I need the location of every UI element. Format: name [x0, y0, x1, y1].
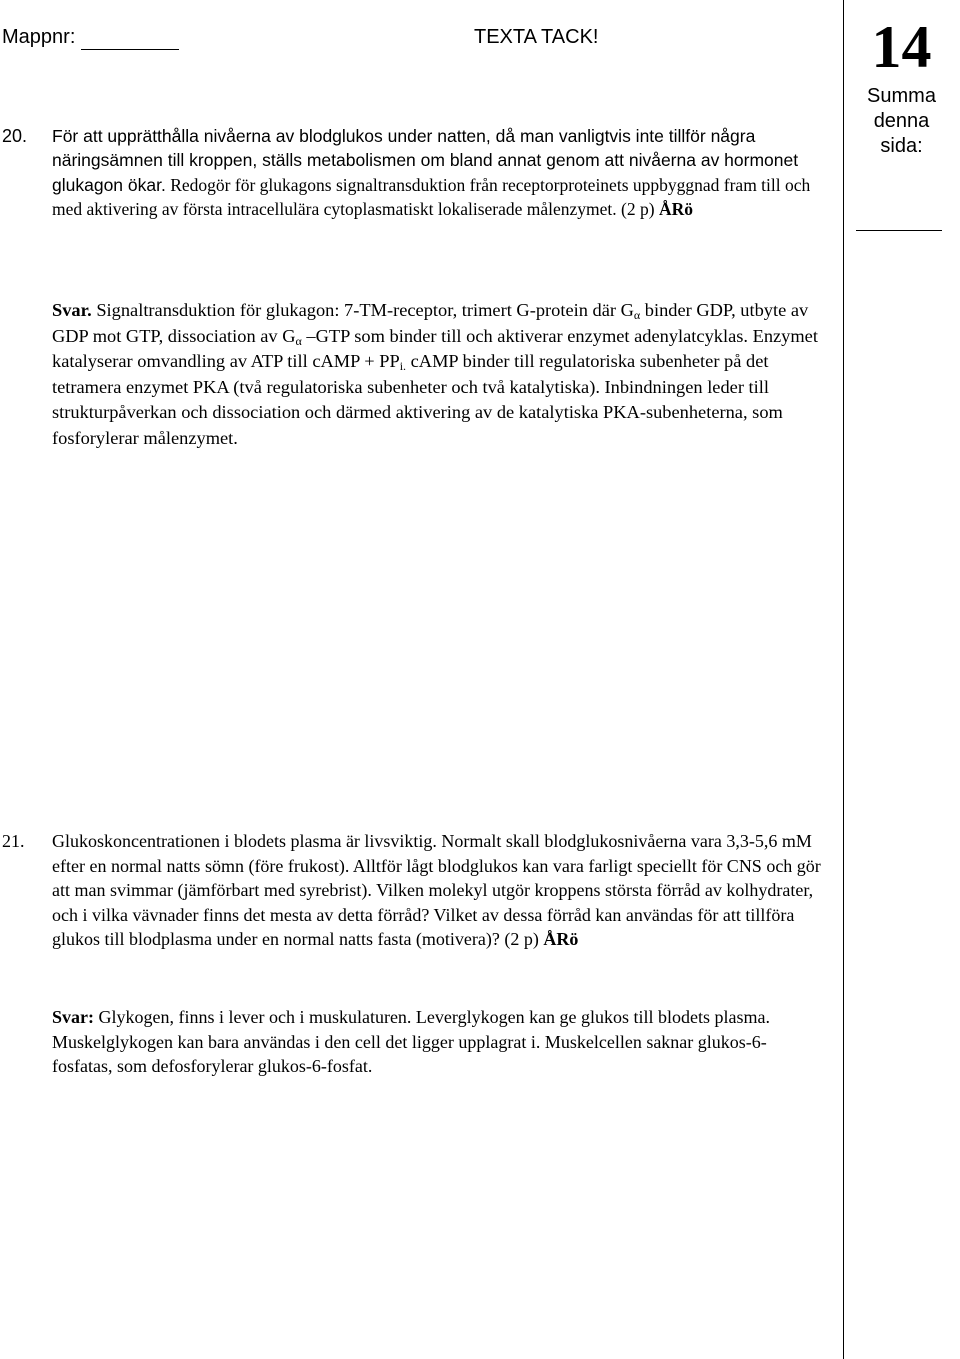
answer-20-part-a: Signaltransduktion för glukagon: 7-TM-receptor, trimert G-protein där G — [96, 300, 634, 320]
mappnr-label: Mappnr: — [2, 26, 76, 48]
question-21-number: 21. — [2, 831, 25, 851]
answer-20-alpha-2: α — [295, 333, 302, 348]
page-number: 14 — [871, 14, 932, 80]
question-21-answer-text: Glykogen, finns i lever och i muskulaturen. Leverglykogen kan ge glukos till blodets plasma. Muskelglykogen kan bara användas i den cell det ligger upplagrat i. Muskelcellen saknar glukos-6-fosfatas, som defosforylerar glukos-6-fosfat. — [52, 1007, 771, 1076]
page-sum-label — [843, 84, 960, 159]
question-21-answer-label: Svar: — [52, 1007, 94, 1027]
question-20-text-intro: För att upprätthålla nivåerna av blodglukos under natten, då man vanligtvis inte tillför några näringsämnen till kroppen, ställs metabolismen om bland annat genom att nivåerna av hormonet glukagon ökar. — [52, 126, 799, 195]
page-sum-label-line3: sida: — [880, 135, 923, 157]
score-column — [843, 0, 960, 1359]
question-21-author: ÅRö — [543, 929, 579, 949]
answer-20-alpha-1: α — [633, 308, 641, 322]
mappnr-blank-line — [81, 49, 179, 50]
question-20-answer-label: Svar. — [52, 300, 92, 320]
page-sum-label-line2: denna — [873, 110, 930, 132]
question-21-answer — [52, 1005, 822, 1079]
question-21-text-body: Glukoskoncentrationen i blodets plasma är livsviktig. Normalt skall blodglukosnivåerna vara 3,3-5,6 mM efter en normal natts sömn (före frukost). Alltför lågt blodglukos kan vara farligt speciellt för CNS och gör att man svimmar (jämförbart med syrebrist). Vilken molekyl utgör kroppens största förråd av kolhydrater, och i vilka vävnader finns det mesta av detta förråd? Vilket av dessa förråd kan användas för att tillföra glukos till blodplasma under en normal natts fasta (motivera)? (2 p) — [52, 831, 821, 949]
question-20-number: 20. — [2, 126, 28, 146]
question-20-answer — [52, 298, 827, 451]
answer-20-sub-i: i. — [399, 359, 407, 373]
question-20-text-task: Redogör för glukagons signaltransduktion från receptorproteinets uppbyggnad fram till och med aktivering av första intracellulära cytoplasmatiskt lokaliserade målenzymet. (2 p) — [52, 174, 811, 219]
question-21-text — [52, 829, 822, 952]
answer-20-part-d: cAMP binder till regulatoriska subenheter på det tetramera enzymet PKA (två regulatoriska subenheter och två katalytiska). Inbindningen leder till strukturpåverkan och dissociation och därmed aktivering av de katalytiska PKA-subenheterna, som fosforylerar målenzymet. — [52, 351, 783, 448]
page-sum-blank-line — [856, 230, 942, 231]
header-title: TEXTA TACK! — [474, 26, 599, 48]
answer-20-part-c: –GTP som binder till och aktiverar enzymet adenylatcyklas. Enzymet katalyserar omvandling av ATP till cAMP + PP — [52, 325, 818, 371]
question-20-text — [52, 124, 842, 221]
question-20-author: ÅRö — [658, 198, 693, 219]
page-sum-label-line1: Summa — [867, 85, 936, 107]
answer-20-part-b: binder GDP, utbyte av GDP mot GTP, dissociation av G — [52, 300, 809, 346]
